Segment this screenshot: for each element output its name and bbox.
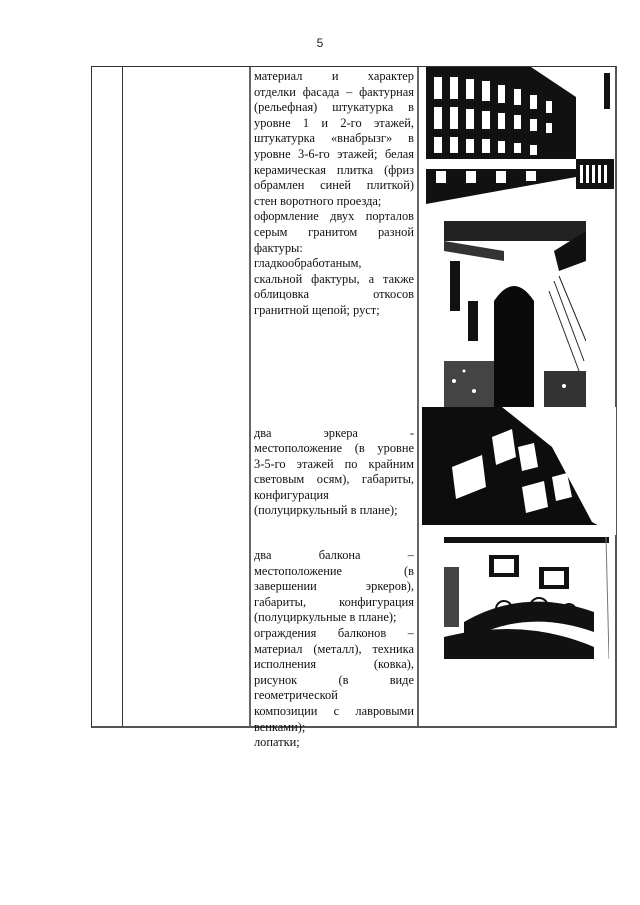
photo-facade — [426, 67, 614, 204]
facade-image-icon — [426, 67, 614, 204]
text-line: керамическая плитка (фриз — [254, 162, 414, 177]
paragraph-bay-windows — [254, 426, 414, 520]
text-line: стен воротного проезда; — [254, 193, 382, 208]
text-line: 3-5-го этажей по крайним — [254, 456, 414, 471]
portal-image-icon — [444, 221, 586, 411]
page-number: 5 — [316, 36, 324, 50]
text-line: гладкообработаным, — [254, 256, 362, 271]
text-line: уровне 1 и 2-го этажей, — [254, 115, 414, 130]
column-divider — [122, 67, 123, 726]
text-line: облицовка откосов — [254, 287, 414, 302]
text-line: гранитной щепой; руст; — [254, 302, 380, 317]
text-line: габариты, конфигурация — [254, 594, 414, 609]
text-line: материал (металл), техника — [254, 641, 414, 656]
text-line: исполнения (ковка), — [254, 657, 414, 672]
text-line: уровне 3-6-го этажей; белая — [254, 146, 414, 161]
text-line: геометрической — [254, 688, 338, 703]
text-line: световым осям), габариты, — [254, 472, 414, 487]
photo-portal — [444, 221, 586, 411]
text-line: серым гранитом разной — [254, 224, 414, 239]
paragraph-facade-finish — [254, 69, 414, 319]
column-divider — [417, 67, 419, 726]
photo-balcony — [444, 537, 609, 659]
description-cell — [254, 69, 414, 751]
text-line: (полуциркульный в плане); — [254, 503, 398, 518]
text-line: два балкона – — [254, 548, 414, 563]
text-line: оформление двух порталов — [254, 209, 414, 224]
text-line: штукатурка «внабрызг» в — [254, 131, 414, 146]
text-line: (полуциркульные в плане); — [254, 610, 397, 625]
bay-window-image-icon — [422, 407, 616, 535]
text-line: отделки фасада – фактурная — [254, 84, 414, 99]
photo-bay-window — [422, 407, 616, 535]
text-line: местоположение (в — [254, 563, 414, 578]
text-line: композиции с лавровыми — [254, 704, 414, 718]
text-line: конфигурация — [254, 487, 329, 502]
text-line: фактуры: — [254, 240, 303, 255]
column-divider — [249, 67, 251, 726]
text-line: местоположение (в уровне — [254, 441, 414, 456]
text-line: рисунок (в виде — [254, 672, 414, 687]
paragraph-balconies — [254, 548, 414, 751]
text-line: венками); — [254, 719, 306, 734]
balcony-image-icon — [444, 537, 609, 659]
text-line: ограждения балконов – — [254, 626, 414, 641]
text-line: два эркера - — [254, 425, 414, 440]
text-line: обрамлен синей плиткой) — [254, 178, 414, 193]
text-line: лопатки; — [254, 735, 300, 750]
document-table — [91, 66, 617, 750]
text-line: завершении эркеров), — [254, 579, 414, 594]
text-line: скальной фактуры, а также — [254, 271, 414, 286]
text-line: материал и характер — [254, 69, 414, 83]
text-line: (рельефная) штукатурка в — [254, 100, 414, 115]
